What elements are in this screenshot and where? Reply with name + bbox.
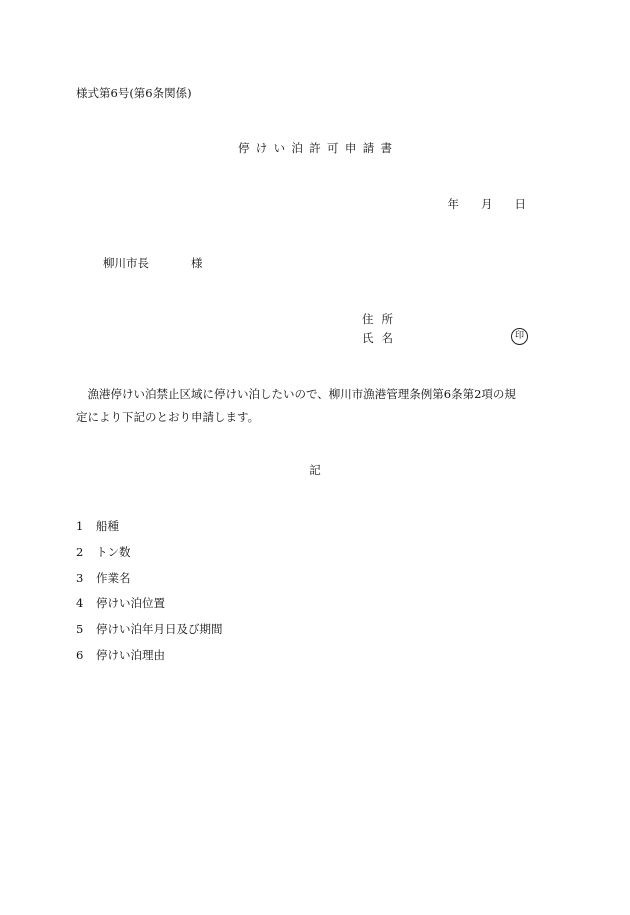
date-line (448, 196, 527, 212)
date-year-label: 年 (447, 197, 459, 211)
date-month-label: 月 (481, 197, 493, 211)
date-day-label: 日 (514, 197, 526, 211)
recipient-honorific: 様 (191, 256, 203, 270)
list-item (76, 570, 223, 596)
item-label: 停けい泊位置 (96, 596, 165, 611)
item-label: 停けい泊年月日及び期間 (96, 622, 223, 637)
list-item (76, 595, 223, 621)
item-number: 1 (76, 519, 84, 533)
ki-heading: 記 (309, 463, 321, 477)
application-body-text: 漁港停けい泊禁止区域に停けい泊したいので、柳川市漁港管理条例第6条第2項の規定により下記のとおり申請します。 (76, 387, 516, 424)
list-item (76, 621, 223, 647)
document-title: 停けい泊許可申請書 (237, 141, 399, 155)
recipient-name: 柳川市長 (103, 256, 149, 270)
item-label: 停けい泊理由 (96, 647, 165, 662)
item-number: 2 (76, 544, 84, 559)
list-item (76, 647, 223, 673)
item-list (76, 518, 223, 673)
item-label: 船種 (96, 519, 119, 533)
applicant-address-label: 住所 (362, 312, 402, 326)
item-label: トン数 (96, 544, 131, 559)
recipient (103, 255, 203, 271)
seal-mark-icon: 印 (511, 328, 528, 345)
form-number: 様式第6号(第6条関係) (76, 86, 192, 100)
item-label: 作業名 (96, 570, 131, 585)
item-number: 5 (76, 622, 84, 637)
list-item (76, 544, 223, 570)
item-number: 6 (76, 647, 84, 662)
list-item (76, 518, 223, 544)
item-number: 3 (76, 570, 84, 585)
item-number: 4 (76, 596, 84, 611)
applicant-name-label: 氏名 (362, 331, 402, 345)
